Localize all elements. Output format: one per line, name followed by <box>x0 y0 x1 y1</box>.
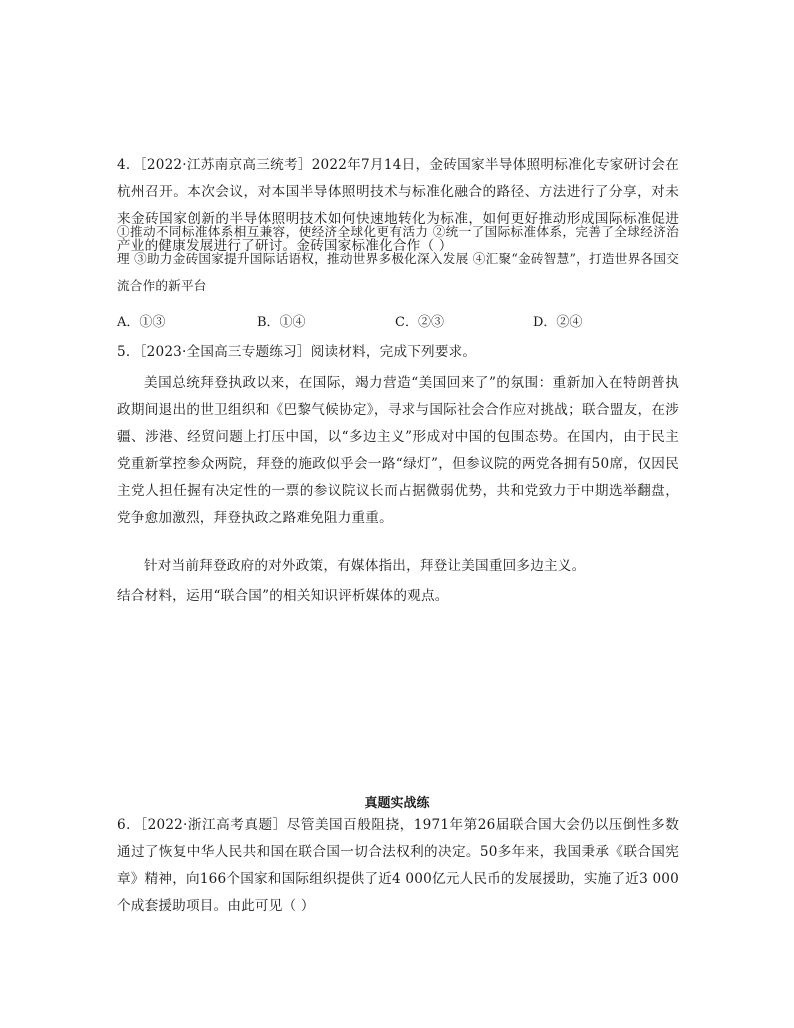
question-6-stem: 6．［2022·浙江高考真题］尽管美国百般阻挠，1971年第26届联合国大会仍以压倒性多数通过了恢复中华人民共和国在联合国一切合法权利的决定。50多年来，我国秉承《联合国宪章》精神，向166个国家和国际组织提供了近4 000亿元人民币的发展援助，实施了近3 000个成套援助项目。由此可见（ ） <box>117 817 679 914</box>
question-5-material-paragraph-2: 针对当前拜登政府的对外政策，有媒体指出，拜登让美国重回多边主义。 <box>144 558 586 574</box>
option-a[interactable]: A．①③ <box>117 315 166 330</box>
option-d[interactable]: D．②④ <box>533 315 583 330</box>
option-b[interactable]: B．①④ <box>257 315 306 330</box>
question-5-requirement: 结合材料，运用“联合国”的相关知识评析媒体的观点。 <box>117 588 449 604</box>
question-4-stem: 4．［2022·江苏南京高三统考］2022年7月14日，金砖国家半导体照明标准化专家研讨会在杭州召开。本次会议，对本国半导体照明技术与标准化融合的路径、方法进行了分享，对未来金砖国家创新的半导体照明技术如何快速地转化为标准，如何更好推动形成国际标准促进产业的健康发展进行了研讨。金砖国家标准化合作（ ） <box>117 157 679 254</box>
section-title: 真题实战练 <box>364 796 430 811</box>
option-c[interactable]: C．②③ <box>395 315 444 330</box>
question-5-stem: 5．［2023·全国高三专题练习］阅读材料，完成下列要求。 <box>117 344 477 360</box>
question-4-options <box>117 311 679 333</box>
question-5-material-paragraph-1: 美国总统拜登执政以来，在国际，竭力营造“美国回来了”的氛围：重新加入在特朗普执政期间退出的世卫组织和《巴黎气候协定》，寻求与国际社会合作应对挑战；联合盟友，在涉疆、涉港、经贸问题上打压中国，以“多边主义”形成对中国的包围态势。在国内，由于民主党重新掌控参众两院，拜登的施政似乎会一路“绿灯”，但参议院的两党各拥有50席，仅因民主党人担任握有决定性的一票的参议院议长而占据微弱优势，共和党致力于中期选举翻盘，党争愈加激烈，拜登执政之路难免阻力重重。 <box>117 375 679 526</box>
question-4-statements: ①推动不同标准体系相互兼容，使经济全球化更有活力 ②统一了国际标准体系，完善了全球经济治理 ③助力金砖国家提升国际话语权，推动世界多极化深入发展 ④汇聚“金砖智慧”，打造世界各国交流合作的新平台 <box>117 224 679 293</box>
